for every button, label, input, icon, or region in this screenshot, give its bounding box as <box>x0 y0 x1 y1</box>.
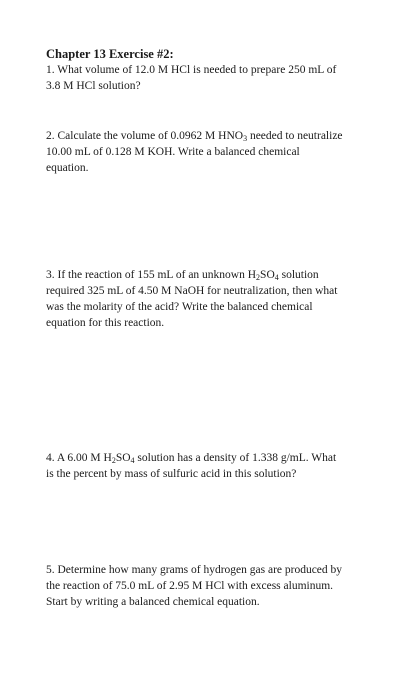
question-5-line-2: the reaction of 75.0 mL of 2.95 M HCl with excess aluminum. <box>46 580 334 592</box>
page-title: Chapter 13 Exercise #2: <box>46 47 174 61</box>
question-4-line-2: is the percent by mass of sulfuric acid in this solution? <box>46 468 297 480</box>
question-5-line-3: Start by writing a balanced chemical equation. <box>46 596 260 608</box>
question-5-line-1: 5. Determine how many grams of hydrogen gas are produced by <box>46 564 343 576</box>
question-3 <box>46 267 366 331</box>
question-2-line-1: 2. Calculate the volume of 0.0962 M $HNO_3$ needed to neutralize <box>46 130 343 143</box>
question-1-line-1: 1. What volume of 12.0 M HCl is needed to prepare 250 mL of <box>46 64 337 76</box>
question-3-line-2: required 325 mL of 4.50 M NaOH for neutralization, then what <box>46 285 338 297</box>
question-3-line-3: was the molarity of the acid? Write the balanced chemical <box>46 301 313 313</box>
question-1-line-2: 3.8 M HCl solution? <box>46 80 141 92</box>
question-2-line-3: equation. <box>46 162 89 174</box>
question-3-line-1: 3. If the reaction of 155 mL of an unknown $H_2SO_4$ solution <box>46 269 319 282</box>
question-5 <box>46 562 366 610</box>
question-4-line-1: 4. A 6.00 M $H_2SO_4$ solution has a density of 1.338 g/mL. What <box>46 452 337 465</box>
question-2-line-2: 10.00 mL of 0.128 M KOH. Write a balanced chemical <box>46 146 300 158</box>
question-4 <box>46 450 366 482</box>
question-2 <box>46 128 366 176</box>
question-3-line-4: equation for this reaction. <box>46 317 165 329</box>
question-1 <box>46 62 366 94</box>
